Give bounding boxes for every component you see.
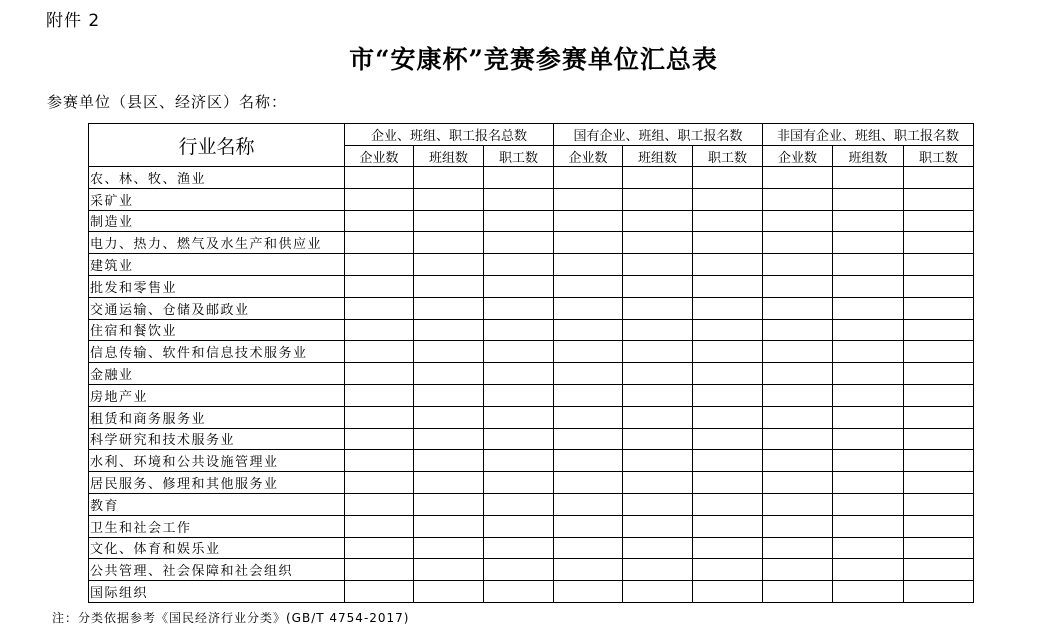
cell-total-enterprise-count (345, 319, 414, 341)
cell-non-state-owned-team-count (833, 319, 904, 341)
industry-name-cell: 采矿业 (89, 188, 345, 210)
cell-non-state-owned-enterprise-count (763, 450, 833, 472)
cell-state-owned-team-count (623, 254, 693, 276)
cell-non-state-owned-employee-count (904, 210, 974, 232)
cell-non-state-owned-team-count (833, 515, 904, 537)
table-row (89, 297, 974, 319)
table-row (89, 559, 974, 581)
cell-non-state-owned-employee-count (904, 472, 974, 494)
cell-non-state-owned-employee-count (904, 384, 974, 406)
industry-name-cell: 国际组织 (89, 581, 345, 603)
cell-non-state-owned-employee-count (904, 493, 974, 515)
cell-state-owned-employee-count (693, 363, 763, 385)
industry-name-cell: 建筑业 (89, 254, 345, 276)
cell-state-owned-employee-count (693, 188, 763, 210)
cell-state-owned-team-count (623, 275, 693, 297)
cell-non-state-owned-team-count (833, 188, 904, 210)
cell-non-state-owned-team-count (833, 406, 904, 428)
cell-total-team-count (414, 275, 484, 297)
cell-non-state-owned-employee-count (904, 363, 974, 385)
cell-non-state-owned-enterprise-count (763, 319, 833, 341)
cell-total-enterprise-count (345, 515, 414, 537)
cell-state-owned-employee-count (693, 450, 763, 472)
cell-non-state-owned-employee-count (904, 428, 974, 450)
cell-non-state-owned-employee-count (904, 581, 974, 603)
cell-state-owned-enterprise-count (554, 450, 623, 472)
classification-note: 注：分类依据参考《国民经济行业分类》(GB/T 4754-2017) (52, 611, 410, 625)
cell-non-state-owned-enterprise-count (763, 537, 833, 559)
table-row (89, 210, 974, 232)
table-body (89, 167, 974, 603)
cell-total-enterprise-count (345, 210, 414, 232)
cell-total-enterprise-count (345, 537, 414, 559)
cell-non-state-owned-enterprise-count (763, 559, 833, 581)
cell-state-owned-team-count (623, 450, 693, 472)
cell-total-enterprise-count (345, 188, 414, 210)
table-row (89, 472, 974, 494)
cell-total-employee-count (484, 450, 554, 472)
cell-total-team-count (414, 297, 484, 319)
cell-total-enterprise-count (345, 275, 414, 297)
subheader-state-owned-enterprise-count: 企业数 (554, 146, 623, 167)
industry-name-cell: 农、林、牧、渔业 (89, 167, 345, 189)
cell-total-employee-count (484, 297, 554, 319)
table-row (89, 537, 974, 559)
cell-total-employee-count (484, 232, 554, 254)
industry-name-cell: 租赁和商务服务业 (89, 406, 345, 428)
cell-state-owned-team-count (623, 559, 693, 581)
cell-non-state-owned-team-count (833, 275, 904, 297)
cell-total-team-count (414, 537, 484, 559)
cell-non-state-owned-team-count (833, 167, 904, 189)
cell-total-team-count (414, 232, 484, 254)
page-title: 市“安康杯”竞赛参赛单位汇总表 (349, 45, 718, 74)
cell-non-state-owned-enterprise-count (763, 167, 833, 189)
cell-total-enterprise-count (345, 581, 414, 603)
cell-non-state-owned-team-count (833, 537, 904, 559)
cell-non-state-owned-team-count (833, 450, 904, 472)
cell-non-state-owned-enterprise-count (763, 297, 833, 319)
cell-state-owned-enterprise-count (554, 493, 623, 515)
cell-total-employee-count (484, 493, 554, 515)
industry-name-cell: 水利、环境和公共设施管理业 (89, 450, 345, 472)
cell-total-team-count (414, 472, 484, 494)
cell-state-owned-employee-count (693, 167, 763, 189)
cell-state-owned-team-count (623, 493, 693, 515)
cell-total-employee-count (484, 559, 554, 581)
subheader-state-owned-team-count: 班组数 (623, 146, 693, 167)
cell-state-owned-employee-count (693, 275, 763, 297)
cell-total-team-count (414, 167, 484, 189)
cell-total-enterprise-count (345, 450, 414, 472)
cell-state-owned-team-count (623, 428, 693, 450)
cell-state-owned-team-count (623, 537, 693, 559)
cell-state-owned-team-count (623, 232, 693, 254)
cell-state-owned-enterprise-count (554, 210, 623, 232)
cell-state-owned-employee-count (693, 232, 763, 254)
group-header-non-state-owned: 非国有企业、班组、职工报名数 (763, 124, 974, 146)
cell-total-enterprise-count (345, 167, 414, 189)
participating-unit-label: 参赛单位（县区、经济区）名称： (47, 93, 288, 111)
industry-name-cell: 电力、热力、燃气及水生产和供应业 (89, 232, 345, 254)
industry-name-cell: 卫生和社会工作 (89, 515, 345, 537)
table-row (89, 363, 974, 385)
subheader-total-team-count: 班组数 (414, 146, 484, 167)
cell-state-owned-employee-count (693, 254, 763, 276)
cell-total-team-count (414, 384, 484, 406)
table-row (89, 232, 974, 254)
cell-total-team-count (414, 254, 484, 276)
cell-non-state-owned-employee-count (904, 297, 974, 319)
cell-state-owned-employee-count (693, 581, 763, 603)
cell-non-state-owned-enterprise-count (763, 254, 833, 276)
cell-total-team-count (414, 450, 484, 472)
cell-non-state-owned-team-count (833, 297, 904, 319)
cell-non-state-owned-enterprise-count (763, 210, 833, 232)
cell-state-owned-enterprise-count (554, 319, 623, 341)
cell-total-enterprise-count (345, 254, 414, 276)
cell-state-owned-enterprise-count (554, 406, 623, 428)
cell-total-enterprise-count (345, 472, 414, 494)
cell-state-owned-team-count (623, 515, 693, 537)
cell-state-owned-enterprise-count (554, 254, 623, 276)
cell-total-team-count (414, 493, 484, 515)
table-row (89, 493, 974, 515)
cell-state-owned-enterprise-count (554, 537, 623, 559)
table-row (89, 515, 974, 537)
subheader-total-employee-count: 职工数 (484, 146, 554, 167)
cell-non-state-owned-enterprise-count (763, 275, 833, 297)
cell-non-state-owned-team-count (833, 254, 904, 276)
table-row (89, 254, 974, 276)
cell-total-team-count (414, 406, 484, 428)
industry-name-cell: 房地产业 (89, 384, 345, 406)
cell-total-enterprise-count (345, 559, 414, 581)
cell-state-owned-employee-count (693, 515, 763, 537)
group-header-state-owned: 国有企业、班组、职工报名数 (554, 124, 763, 146)
cell-state-owned-enterprise-count (554, 581, 623, 603)
industry-name-cell: 信息传输、软件和信息技术服务业 (89, 341, 345, 363)
cell-non-state-owned-team-count (833, 581, 904, 603)
cell-total-employee-count (484, 384, 554, 406)
cell-state-owned-enterprise-count (554, 363, 623, 385)
cell-state-owned-enterprise-count (554, 275, 623, 297)
cell-total-employee-count (484, 428, 554, 450)
cell-total-employee-count (484, 363, 554, 385)
cell-state-owned-team-count (623, 167, 693, 189)
subheader-total-enterprise-count: 企业数 (345, 146, 414, 167)
table-row (89, 384, 974, 406)
cell-non-state-owned-team-count (833, 384, 904, 406)
group-header-row (89, 124, 974, 146)
cell-total-team-count (414, 559, 484, 581)
industry-name-cell: 科学研究和技术服务业 (89, 428, 345, 450)
cell-non-state-owned-employee-count (904, 559, 974, 581)
cell-non-state-owned-enterprise-count (763, 363, 833, 385)
industry-name-cell: 住宿和餐饮业 (89, 319, 345, 341)
industry-name-cell: 制造业 (89, 210, 345, 232)
cell-non-state-owned-employee-count (904, 537, 974, 559)
cell-state-owned-employee-count (693, 537, 763, 559)
cell-non-state-owned-team-count (833, 428, 904, 450)
cell-total-employee-count (484, 254, 554, 276)
cell-state-owned-employee-count (693, 493, 763, 515)
cell-total-team-count (414, 428, 484, 450)
cell-non-state-owned-employee-count (904, 450, 974, 472)
cell-state-owned-employee-count (693, 384, 763, 406)
cell-total-employee-count (484, 581, 554, 603)
cell-non-state-owned-employee-count (904, 406, 974, 428)
cell-state-owned-enterprise-count (554, 559, 623, 581)
cell-total-team-count (414, 341, 484, 363)
cell-non-state-owned-employee-count (904, 515, 974, 537)
subheader-non-state-owned-enterprise-count: 企业数 (763, 146, 833, 167)
table-row (89, 341, 974, 363)
cell-state-owned-employee-count (693, 319, 763, 341)
table-row (89, 319, 974, 341)
cell-state-owned-team-count (623, 472, 693, 494)
cell-total-enterprise-count (345, 363, 414, 385)
cell-non-state-owned-enterprise-count (763, 188, 833, 210)
industry-name-cell: 公共管理、社会保障和社会组织 (89, 559, 345, 581)
cell-total-team-count (414, 581, 484, 603)
cell-total-employee-count (484, 167, 554, 189)
group-header-total: 企业、班组、职工报名总数 (345, 124, 554, 146)
cell-non-state-owned-enterprise-count (763, 384, 833, 406)
industry-name-cell: 文化、体育和娱乐业 (89, 537, 345, 559)
summary-table (88, 123, 974, 603)
cell-state-owned-team-count (623, 406, 693, 428)
subheader-state-owned-employee-count: 职工数 (693, 146, 763, 167)
table-row (89, 275, 974, 297)
industry-name-cell: 教育 (89, 493, 345, 515)
cell-state-owned-employee-count (693, 559, 763, 581)
cell-total-enterprise-count (345, 384, 414, 406)
table-row (89, 188, 974, 210)
cell-total-employee-count (484, 188, 554, 210)
subheader-non-state-owned-team-count: 班组数 (833, 146, 904, 167)
cell-total-employee-count (484, 472, 554, 494)
cell-non-state-owned-employee-count (904, 167, 974, 189)
cell-non-state-owned-enterprise-count (763, 406, 833, 428)
cell-non-state-owned-team-count (833, 472, 904, 494)
cell-total-enterprise-count (345, 341, 414, 363)
table-header (89, 124, 974, 167)
cell-total-enterprise-count (345, 232, 414, 254)
cell-state-owned-enterprise-count (554, 472, 623, 494)
cell-total-employee-count (484, 319, 554, 341)
cell-state-owned-team-count (623, 363, 693, 385)
cell-total-enterprise-count (345, 297, 414, 319)
table-row (89, 167, 974, 189)
cell-non-state-owned-enterprise-count (763, 341, 833, 363)
cell-total-employee-count (484, 210, 554, 232)
cell-total-enterprise-count (345, 493, 414, 515)
cell-total-team-count (414, 319, 484, 341)
cell-total-team-count (414, 188, 484, 210)
cell-state-owned-team-count (623, 297, 693, 319)
cell-non-state-owned-enterprise-count (763, 581, 833, 603)
cell-state-owned-enterprise-count (554, 341, 623, 363)
cell-state-owned-team-count (623, 188, 693, 210)
industry-name-cell: 批发和零售业 (89, 275, 345, 297)
cell-total-employee-count (484, 275, 554, 297)
cell-total-enterprise-count (345, 406, 414, 428)
industry-name-cell: 交通运输、仓储及邮政业 (89, 297, 345, 319)
cell-state-owned-enterprise-count (554, 232, 623, 254)
cell-state-owned-team-count (623, 341, 693, 363)
cell-total-employee-count (484, 537, 554, 559)
cell-non-state-owned-employee-count (904, 254, 974, 276)
cell-non-state-owned-enterprise-count (763, 515, 833, 537)
cell-state-owned-enterprise-count (554, 188, 623, 210)
cell-non-state-owned-enterprise-count (763, 472, 833, 494)
cell-total-employee-count (484, 406, 554, 428)
cell-total-enterprise-count (345, 428, 414, 450)
cell-state-owned-team-count (623, 210, 693, 232)
cell-non-state-owned-team-count (833, 363, 904, 385)
cell-non-state-owned-employee-count (904, 188, 974, 210)
cell-state-owned-employee-count (693, 472, 763, 494)
cell-non-state-owned-team-count (833, 232, 904, 254)
cell-state-owned-employee-count (693, 406, 763, 428)
cell-state-owned-employee-count (693, 428, 763, 450)
cell-total-team-count (414, 515, 484, 537)
cell-non-state-owned-enterprise-count (763, 232, 833, 254)
cell-state-owned-team-count (623, 319, 693, 341)
cell-total-team-count (414, 210, 484, 232)
cell-non-state-owned-enterprise-count (763, 493, 833, 515)
industry-name-cell: 居民服务、修理和其他服务业 (89, 472, 345, 494)
cell-state-owned-employee-count (693, 297, 763, 319)
cell-state-owned-enterprise-count (554, 515, 623, 537)
subheader-non-state-owned-employee-count: 职工数 (904, 146, 974, 167)
table-row (89, 450, 974, 472)
cell-non-state-owned-enterprise-count (763, 428, 833, 450)
cell-non-state-owned-employee-count (904, 232, 974, 254)
cell-total-employee-count (484, 341, 554, 363)
cell-non-state-owned-employee-count (904, 341, 974, 363)
cell-total-employee-count (484, 515, 554, 537)
cell-non-state-owned-employee-count (904, 275, 974, 297)
cell-state-owned-enterprise-count (554, 428, 623, 450)
cell-non-state-owned-team-count (833, 493, 904, 515)
industry-name-cell: 金融业 (89, 363, 345, 385)
cell-non-state-owned-team-count (833, 341, 904, 363)
cell-non-state-owned-team-count (833, 559, 904, 581)
table-row (89, 406, 974, 428)
table-row (89, 428, 974, 450)
cell-state-owned-employee-count (693, 210, 763, 232)
cell-state-owned-enterprise-count (554, 384, 623, 406)
industry-name-header: 行业名称 (89, 124, 345, 167)
attachment-label: 附件 2 (46, 11, 101, 31)
cell-state-owned-team-count (623, 384, 693, 406)
cell-non-state-owned-team-count (833, 210, 904, 232)
cell-state-owned-employee-count (693, 341, 763, 363)
cell-state-owned-team-count (623, 581, 693, 603)
cell-state-owned-enterprise-count (554, 297, 623, 319)
cell-total-team-count (414, 363, 484, 385)
table-row (89, 581, 974, 603)
cell-non-state-owned-employee-count (904, 319, 974, 341)
cell-state-owned-enterprise-count (554, 167, 623, 189)
